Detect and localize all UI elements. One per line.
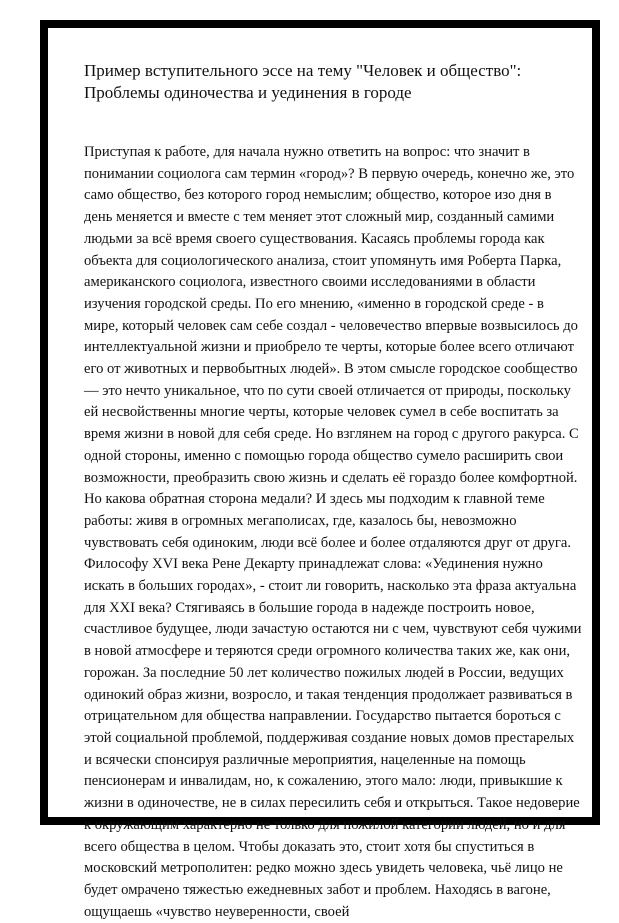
essay-title-line-1: Пример вступительного эссе на тему "Человек и общество":: [84, 61, 522, 80]
essay-body: Приступая к работе, для начала нужно ответить на вопрос: что значит в понимании социолога сам термин «город»? В первую очередь, конечно же, это само общество, без которого город немыслим; общество, которое изо дня в день меняется и вместе с тем меняет этот сложный мир, созданный самими людьми за всё время своего существования. Касаясь проблемы города как объекта для социологического анализа, стоит упомянуть имя Роберта Парка, американского социолога, известного своими исследованиями в области изучения городской среды. По его мнению, «именно в городской среде - в мире, который человек сам себе создал - человечество впервые возвысилось до интеллектуальной жизни и приобрело те черты, которые более всего отличают его от животных и первобытных людей». В этом смысле городское сообщество — это нечто уникальное, что по сути своей отличается от природы, поскольку ей несвойственны многие черты, которые человек сумел в себе воспитать за время жизни в новой для себя среде. Но взглянем на город с другого ракурса. С одной стороны, именно с помощью города общество сумело расширить свои возможности, преобразить свою жизнь и сделать её гораздо более комфортной. Но какова обратная сторона медали? И здесь мы подходим к главной теме работы: живя в огромных мегаполисах, где, казалось бы, невозможно чувствовать себя одиноким, люди всё более и более отдаляются друг от друга. Философу XVI века Рене Декарту принадлежат слова: «Уединения нужно искать в больших городах», - стоит ли говорить, насколько эта фраза актуальна для XXI века? Стягиваясь в большие города в надежде построить новое, счастливое будущее, люди зачастую остаются ни с чем, чувствуют себя чужими в новой атмосфере и теряются среди огромного количества таких же, как они, горожан. За последние 50 лет количество пожилых людей в России, ведущих одинокий образ жизни, возросло, и такая тенденция продолжает развиваться в отрицательном для общества направлении. Государство пытается бороться с этой социальной проблемой, поддерживая создание новых домов престарелых и всячески спонсируя различные мероприятия, нацеленные на помощь пенсионерам и инвалидам, но, к сожалению, этого мало: люди, привыкшие к жизни в одиночестве, не в силах пересилить себя и открыться. Такое недоверие к окружающим характерно не только для пожилой категории людей, но и для всего общества в целом. Чтобы доказать это, стоит хотя бы спуститься в московский метрополитен: редко можно здесь увидеть человека, чьё лицо не будет омрачено тяжестью ежедневных забот и проблем. Находясь в вагоне, ощущаешь «чувство неуверенности, своей: [84, 144, 582, 920]
document-content: [84, 60, 582, 923]
essay-title-line-2: Проблемы одиночества и уединения в городе: [84, 83, 412, 102]
document-page: [40, 20, 600, 920]
essay-title: [84, 60, 582, 104]
